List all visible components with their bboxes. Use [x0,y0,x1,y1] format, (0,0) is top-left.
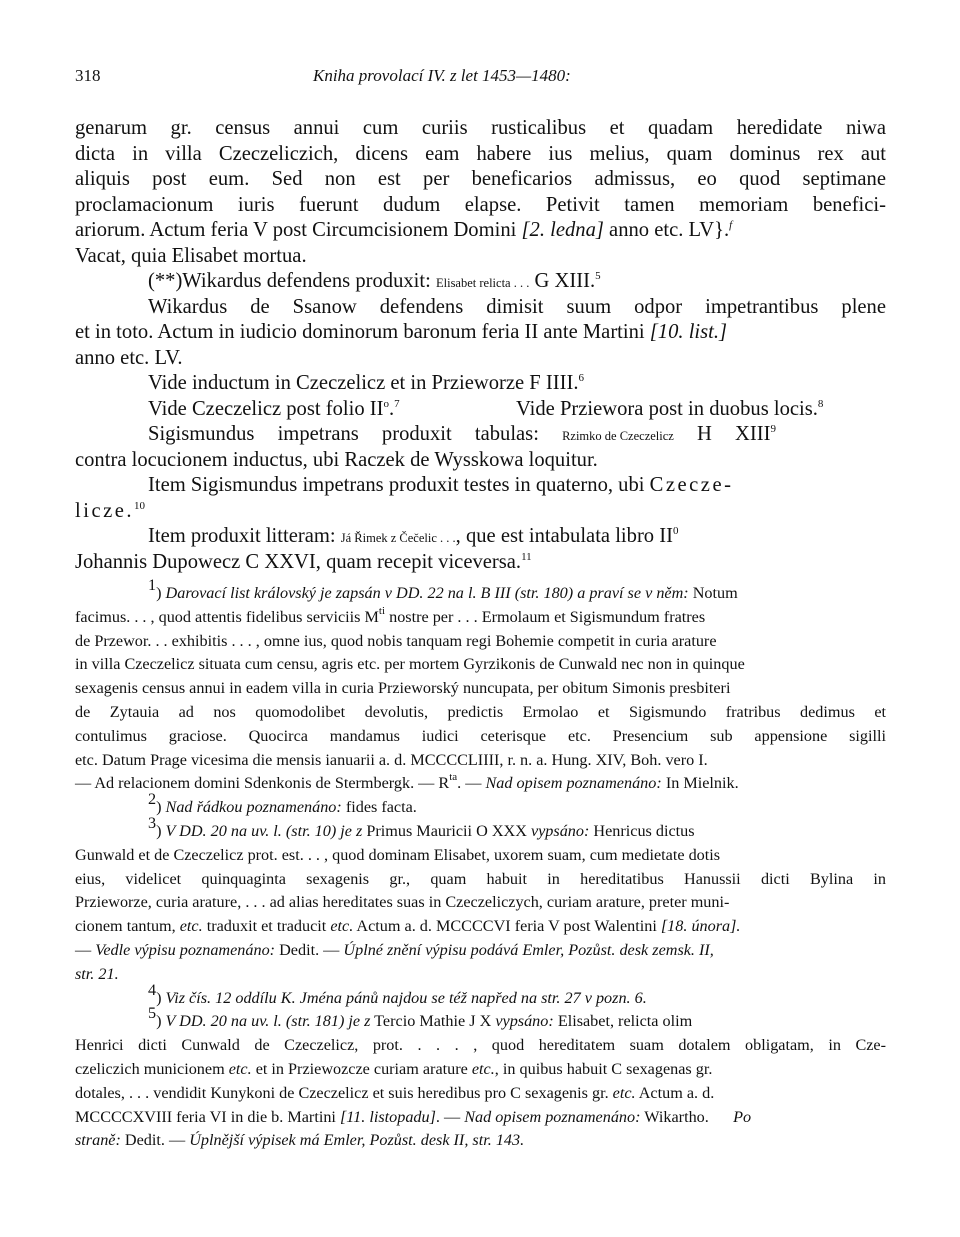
italic-text: Nad řádkou poznamenáno: [165,798,342,817]
main-text [75,116,886,575]
note-line: Henrici dicti Cunwald de Czeczelicz, prot. . . . , quod hereditatem suam dotalem obligatam, in Cze- [75,1036,886,1055]
text-span: MCCCCXVIII feria VI in die b. Martini [75,1107,340,1126]
text-span: Vide inductum in Czeczelicz et in Przieworze F IIII. [148,372,579,394]
text-span: Item Sigismundus impetrans produxit testes in quaterno, ubi [148,474,650,496]
italic-text: straně: [75,1131,121,1150]
text-span: (**)Wikardus defendens produxit: [148,270,436,292]
text-span: Tercio Mathie J X [370,1012,496,1031]
italic-text: vypsáno: [530,821,590,840]
running-title: Kniha provolací IV. z let 1453—1480: [313,66,571,85]
footnote-number: 2 [148,790,157,809]
text-line [75,524,886,550]
text-line: proclamacionum iuris fuerunt dudum elapse. Petivit tamen memoriam benefici- [75,193,886,216]
text-line [75,550,886,576]
text-span: H XIII [673,423,771,445]
text-span: — Ad relacionem domini Sdenkonis de Stermbergk. — R [75,774,450,793]
text-span: Sigismundus impetrans produxit tabulas: [148,423,563,445]
text-span: Vide Czeczelicz post folio II [148,397,384,420]
footnote-1: $^1$) Darovací list královský je zapsán v DD. 22 na l. B III (str. 180) a praví se v něm: Notum [148,576,738,602]
italic-text: etc. [179,917,203,936]
superscript: ti [378,604,386,617]
italic-text: V DD. 20 na uv. l. (str. 181) je z [165,1012,371,1031]
text-span: Primus Mauricii O XXX [362,821,531,840]
text-line [75,397,886,423]
text-line [75,371,886,397]
superscript: 0 [672,525,679,537]
italic-text: Úplnější výpisek má Emler, Pozůst. desk II, str. 143. [189,1131,525,1150]
italic-text: vypsáno: [495,1012,554,1031]
text-span: facimus. . . , quod attentis fidelibus serviciis M [75,607,379,626]
text-span: . — [457,774,486,793]
footnote-3: $^3$) V DD. 20 na uv. l. (str. 10) je z Primus Mauricii O XXX vypsáno: Henricus dictus [148,813,695,840]
footnote-number: 4 [148,980,157,999]
italic-text: etc. [330,917,354,936]
note-line: Przieworze, curia arature, . . . ad alias hereditates suas in Czeczeliczych, curiam arature, preter muni- [75,893,730,912]
note-line: eius, videlicet quinquaginta sexagenis gr., quam habuit in hereditatibus Hanussii dicti Bylina in [75,869,886,888]
text-span: anno etc. LV}. [603,219,730,241]
text-line [75,269,886,295]
footnote-2: $^2$) Nad řádkou poznamenáno: fides facta. [148,790,417,817]
text-span: dotales, . . . vendidit Kunykoni de Czeczelicz et suis heredibus pro C sexagenis gr. [75,1083,613,1102]
footnote-number: 3 [148,813,157,832]
text-span: traduxit et traducit [202,917,331,936]
editorial-date: [2. ledna] [521,219,604,241]
italic-text: Nad opisem poznamenáno: [464,1107,641,1126]
text-span: nostre per . . . Ermolaum et Sigismundum fratres [385,607,706,626]
italic-text: Darovací list královský je zapsán v DD. 22 na l. B III (str. 180) a praví se v něm: [165,584,689,602]
text-span: Dedit. — [275,940,344,959]
text-span: , que est intabulata libro II [455,525,673,547]
text-line [75,422,886,448]
text-span: cionem tantum, [75,917,180,936]
footnote-number: 5 [148,1004,157,1023]
spaced-text: Czecze- [649,474,734,496]
footnote-number: 1 [148,576,157,594]
note-line [75,1058,886,1082]
text-span: et in toto. Actum in iudicio dominorum baronum feria II ante Martini [75,321,650,343]
text-span: G XIII. [529,270,596,292]
page-header [75,66,886,88]
text-span: Dedit. — [120,1131,190,1150]
note-line [75,772,886,796]
text-span: et in Prziewozcze curiam arature [251,1059,472,1078]
small-quote: Rzimko de Czeczelicz [562,429,674,443]
italic-text: Nad opisem poznamenáno: [485,774,662,793]
text-line: aliquis post eum. Sed non est per beneficarios admissus, eo quod septimane [75,168,886,190]
note-line [75,1082,886,1106]
text-line [75,320,886,346]
note-line: sexagenis census annui in eadem villa in curia Przieworský nuncupata, per obitum Simonis presbiteri [75,679,731,698]
note-line [75,1106,886,1130]
text-span: Actum a. d. MCCCCVI feria V post Walentini [353,917,661,936]
note-line: de Przewor. . . exhibitis . . . , omne ius, quod nobis tanquam regi Bohemie competit in curia arature [75,631,717,650]
text-line: Wikardus de Ssanow defendens dimisit suum odpor impetrantibus plene [148,295,886,318]
spaced-text: licze. [75,499,135,522]
editorial-date: [10. list.] [649,321,728,343]
text-span: Johannis Dupowecz C XXVI, quam recepit viceversa. [75,550,522,573]
note-line: etc. Datum Prage vicesima die mensis ianuarii a. d. MCCCCLIIII, r. n. a. Hung. XIV, Boh. vero I. [75,750,708,769]
small-quote: Já Řimek z Čečelic . . . [340,531,456,545]
text-span: czeliczich municionem [75,1059,229,1078]
note-line: de Zytauia ad nos quomodolibet devolutis, predictis Ermolao et Sigismundo fratribus dedimus et [75,702,886,721]
footnote-mark: 11 [521,550,532,563]
text-span: Elisabet, relicta olim [553,1012,693,1031]
text-span [148,397,516,423]
text-span: — [75,940,96,959]
note-line: contulimus graciose. Quocirca mandamus iudici ceterisque etc. Presencium sub appensione sigilli [75,726,886,745]
text-line [75,499,886,525]
italic-text: etc. [228,1059,252,1078]
italic-text: etc. [612,1083,636,1102]
text-span: fides facta. [341,798,417,817]
page-number: 318 [75,66,101,85]
italic-text: etc. [471,1059,495,1078]
text-span: . [389,397,395,420]
footnote-mark: 10 [134,499,146,512]
text-line: contra locucionem inductus, ubi Raczek de Wysskowa loquitur. [75,448,598,471]
superscript: ta [449,771,458,784]
note-line: str. 21. [75,964,119,983]
text-span: ariorum. Actum feria V post Circumcisionem Domini [75,219,522,241]
editorial-date: [11. listopadu] [339,1107,436,1126]
footnotes [75,576,886,1153]
text-span [516,397,823,423]
text-span: Vide Prziewora post in duobus locis. [516,397,818,420]
text-span: In Mielnik. [661,774,739,793]
note-line [75,1129,886,1153]
editorial-date: [18. února]. [660,917,741,936]
footnote-mark: 5 [595,270,601,282]
text-line: dicta in villa Czeczeliczich, dicens eam habere ius melius, quam dominus rex aut [75,142,886,165]
text-span: . — [435,1107,465,1126]
superscript: o [383,397,389,410]
footnote-mark: 7 [394,397,400,410]
italic-text: Úplné znění výpisu podává Emler, Pozůst. desk zemsk. II, [343,940,714,959]
footnote-4: $^4$) Viz čís. 12 oddílu K. Jména pánů najdou se též napřed na str. 27 v pozn. 6. [148,980,647,1007]
footnote-mark: 9 [770,423,776,435]
note-line: Gunwald et de Czeczelicz prot. est. . . , quod dominam Elisabet, uxorem suam, cum medietate dotis [75,845,721,864]
small-quote: Elisabet relicta . . . [435,276,530,290]
text-span: Actum a. d. [635,1083,715,1102]
note-line: in villa Czeczelicz situata cum censu, agris etc. per mortem Gyrzikonis de Cunwald nec non in quinque [75,655,745,674]
footnote-5: $^5$) V DD. 20 na uv. l. (str. 181) je z Tercio Mathie J X vypsáno: Elisabet, relicta olim [148,1004,693,1031]
text-line [75,218,886,244]
text-span: , in quibus habuit C sexagenas gr. [494,1059,713,1078]
italic-text: Viz čís. 12 oddílu K. Jména pánů najdou se též napřed na str. 27 v pozn. 6. [165,988,647,1007]
text-span: Wikartho. [640,1107,709,1126]
footnote-mark: f [729,219,733,231]
note-line [75,606,886,630]
italic-text: Po [733,1107,752,1126]
text-span: Notum [688,584,738,602]
italic-text: Vedle výpisu poznamenáno: [95,940,276,959]
italic-text: V DD. 20 na uv. l. (str. 10) je z [165,821,363,840]
note-line [75,939,886,963]
footnote-mark: 8 [817,397,824,410]
text-line: anno etc. LV. [75,346,183,369]
note-line [75,915,886,939]
text-span: Item produxit litteram: [148,525,341,547]
text-span: Henricus dictus [589,821,695,840]
text-line: genarum gr. census annui cum curiis rusticalibus et quadam heredidate niwa [75,117,886,139]
footnote-mark: 6 [578,372,584,384]
text-line [75,473,886,499]
text-line: Vacat, quia Elisabet mortua. [75,244,307,267]
